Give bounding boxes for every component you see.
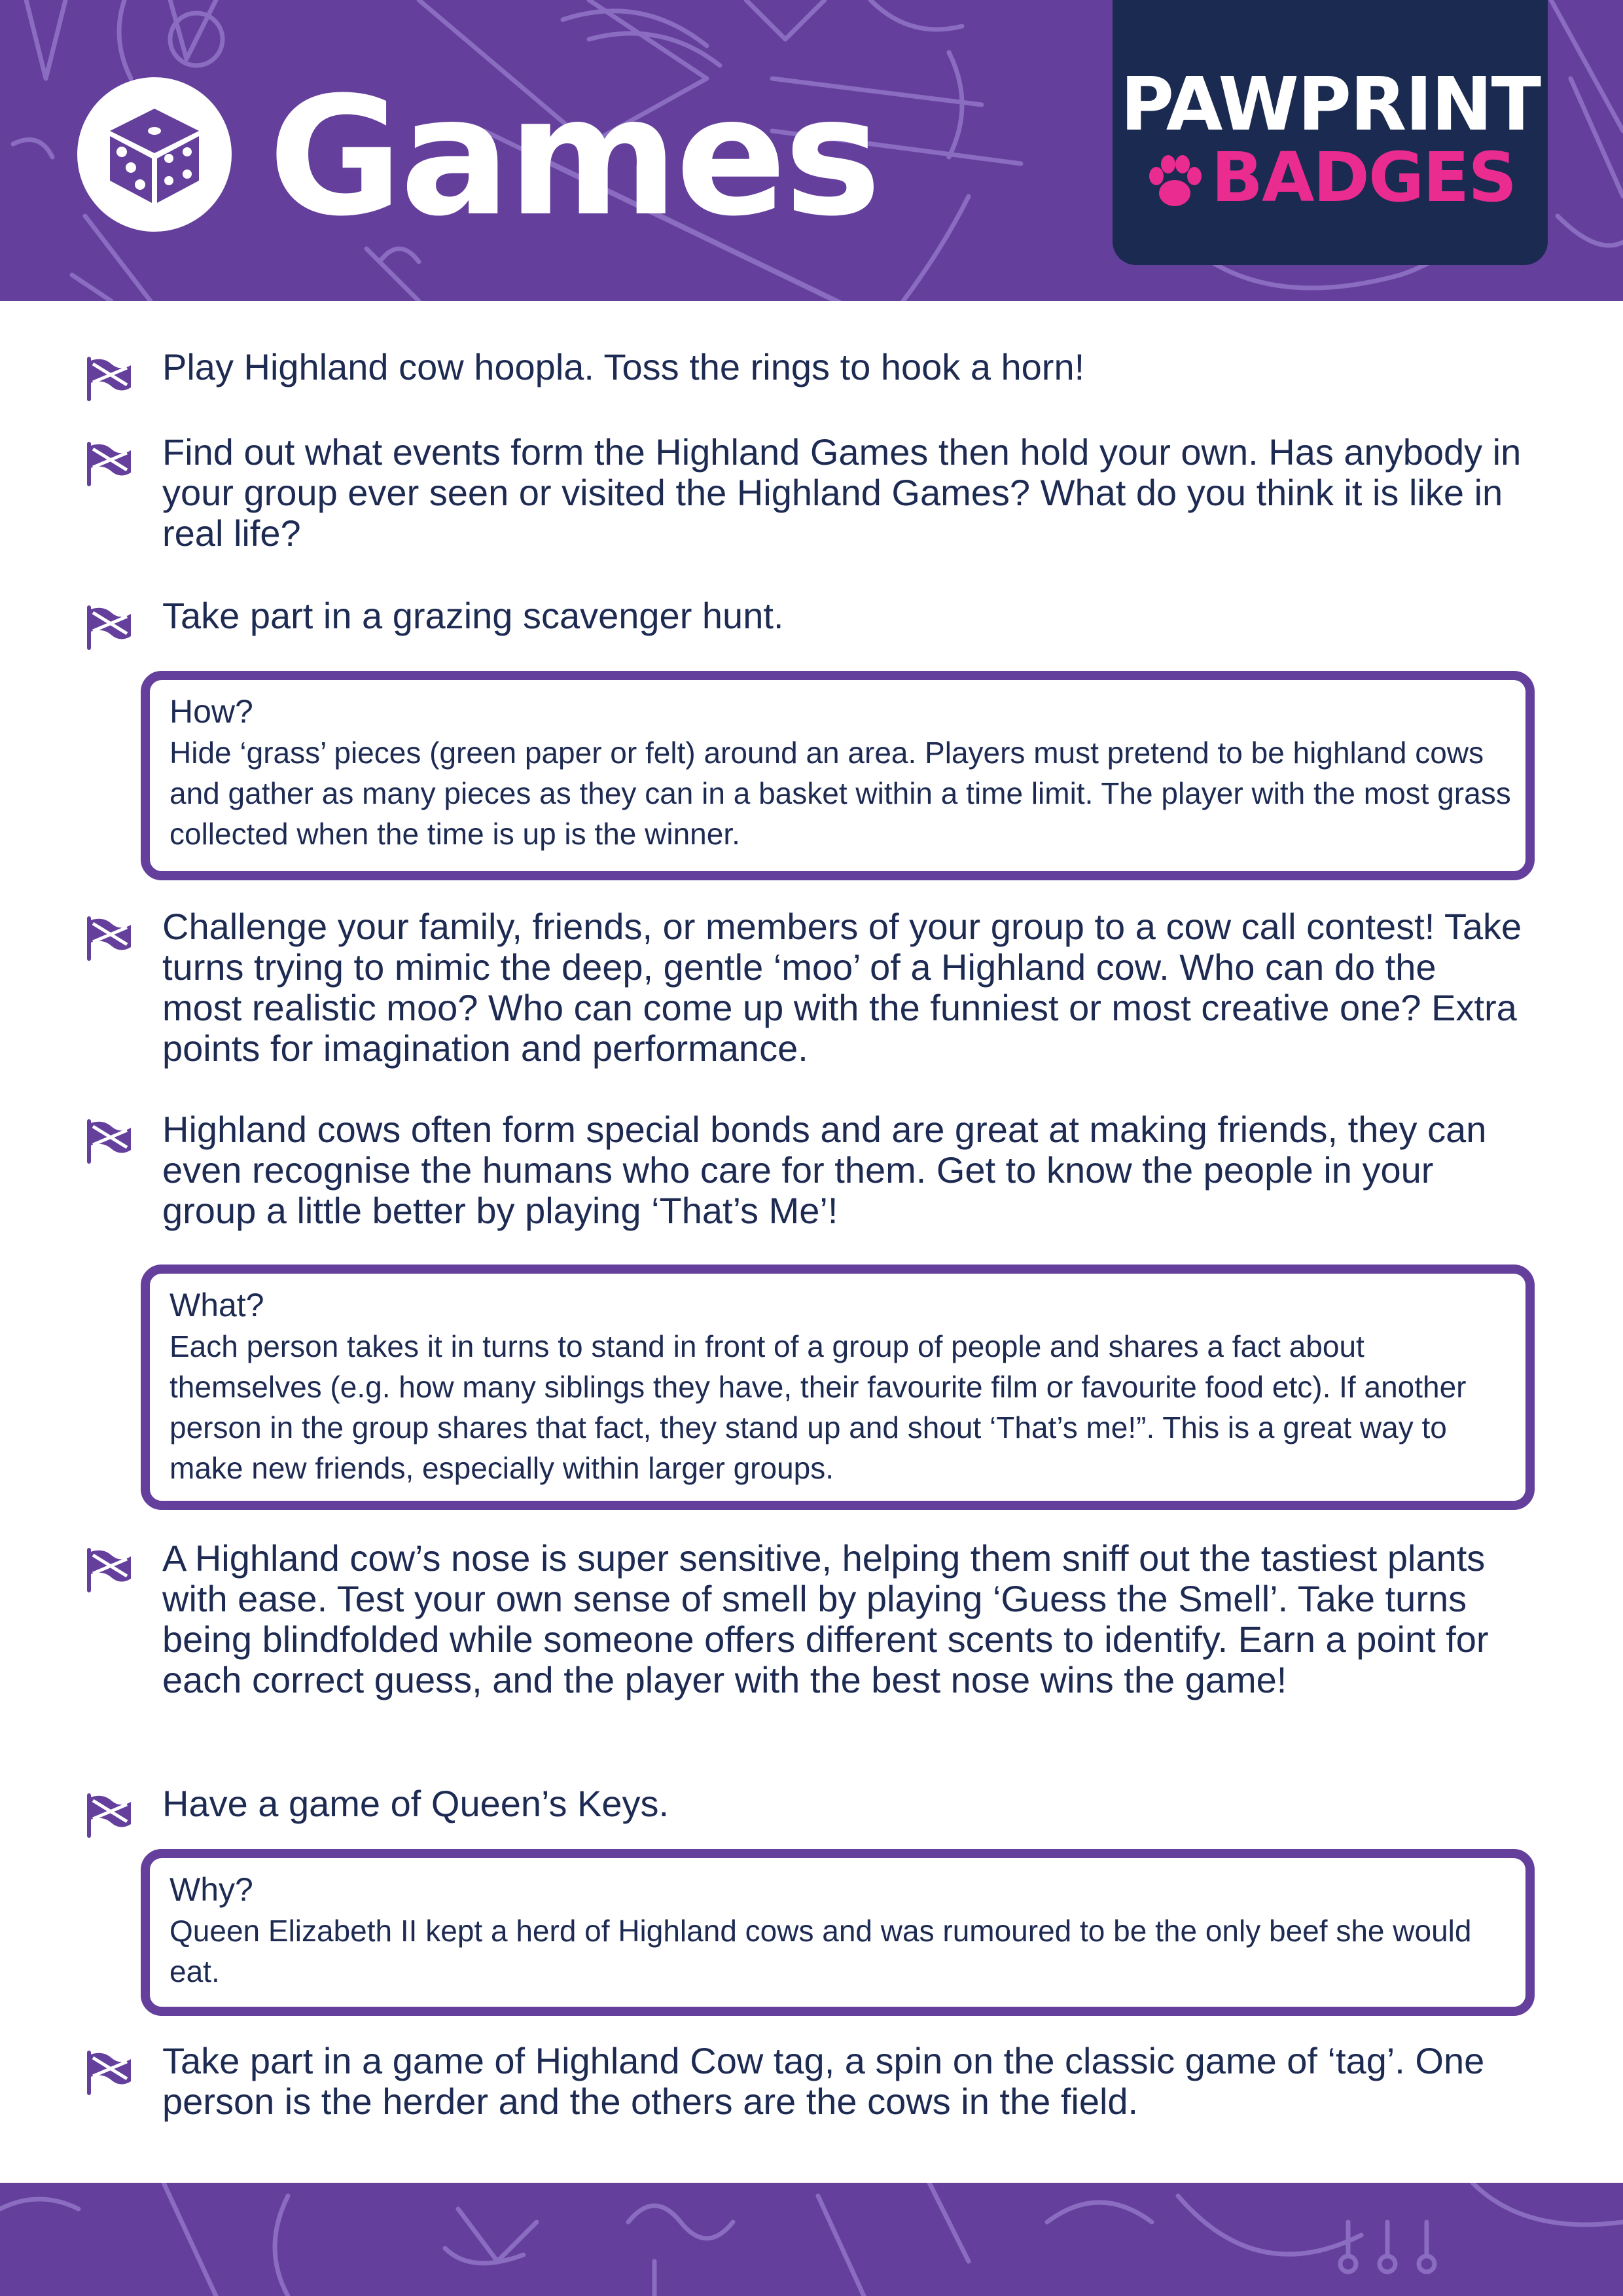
info-box-title: What? xyxy=(169,1287,264,1323)
info-box-text: Each person takes it in turns to stand in front of a group of people and shares a fact about themselves (e.g. how many siblings they have, their favourite film or favourite food etc). If another person in the group shares that fact, they stand up and shout ‘That’s me!”. This is a great way to make new friends, especially within larger groups. xyxy=(169,1329,1467,1485)
logo-text-top: PAWPRINT xyxy=(1120,62,1541,147)
scottish-flag-icon xyxy=(85,1793,134,1839)
info-box-text: Hide ‘grass’ pieces (green paper or felt) around an area. Players must pretend to be highland cows and gather as many pieces as they can in a basket within a time limit. The player with the most grass collected when the time is up is the winner. xyxy=(169,736,1511,851)
page-title: Games xyxy=(268,62,879,252)
info-box-title: Why? xyxy=(169,1871,253,1908)
item-text: Play Highland cow hoopla. Toss the rings to hook a horn! xyxy=(162,346,1085,387)
footer-doodle-decoration xyxy=(0,2183,1623,2296)
item-text: Take part in a grazing scavenger hunt. xyxy=(162,595,784,636)
item-text: Take part in a game of Highland Cow tag, a spin on the classic game of ‘tag’. One person is the herder and the others are the cows in the field. xyxy=(162,2040,1485,2122)
info-box-what xyxy=(141,1265,1535,1510)
scottish-flag-icon xyxy=(85,2050,134,2096)
scottish-flag-icon xyxy=(85,441,134,487)
page-footer xyxy=(0,2183,1623,2296)
scottish-flag-icon xyxy=(85,1119,134,1164)
info-box-why xyxy=(141,1849,1535,2016)
logo-text-bottom-row xyxy=(1113,137,1548,217)
logo-text-bottom: BADGES xyxy=(1211,137,1516,217)
scottish-flag-icon xyxy=(85,605,134,651)
info-box-how xyxy=(141,671,1535,880)
item-text: Challenge your family, friends, or members of your group to a cow call contest! Take turns trying to mimic the deep, gentle ‘moo’ of a Highland cow. Who can do the most realistic moo? Who can come up with the funniest or most creative one? Extra points for imagination and performance. xyxy=(162,906,1522,1069)
item-text: Highland cows often form special bonds and are great at making friends, they can even recognise the humans who care for them. Get to know the people in your group a little better by playing ‘That’s Me’! xyxy=(162,1109,1487,1231)
scottish-flag-icon xyxy=(85,916,134,961)
dice-badge xyxy=(77,77,232,232)
item-text: Find out what events form the Highland Games then hold your own. Has anybody in your group ever seen or visited the Highland Games? What do you think it is like in real life? xyxy=(162,431,1522,554)
scottish-flag-icon xyxy=(85,1547,134,1593)
dice-icon xyxy=(102,102,207,207)
info-box-title: How? xyxy=(169,693,253,730)
pawprint-badges-logo xyxy=(1113,0,1548,265)
page-header xyxy=(0,0,1623,301)
paw-icon xyxy=(1145,152,1205,213)
item-text: A Highland cow’s nose is super sensitive, helping them sniff out the tastiest plants with ease. Test your own sense of smell by playing ‘Guess the Smell’. Take turns being blindfolded while someone offers different scents to identify. Earn a point for each correct guess, and the player with the best nose wins the game! xyxy=(162,1537,1489,1700)
item-text: Have a game of Queen’s Keys. xyxy=(162,1783,669,1824)
scottish-flag-icon xyxy=(85,356,134,402)
info-box-text: Queen Elizabeth II kept a herd of Highland cows and was rumoured to be the only beef she would eat. xyxy=(169,1914,1472,1988)
